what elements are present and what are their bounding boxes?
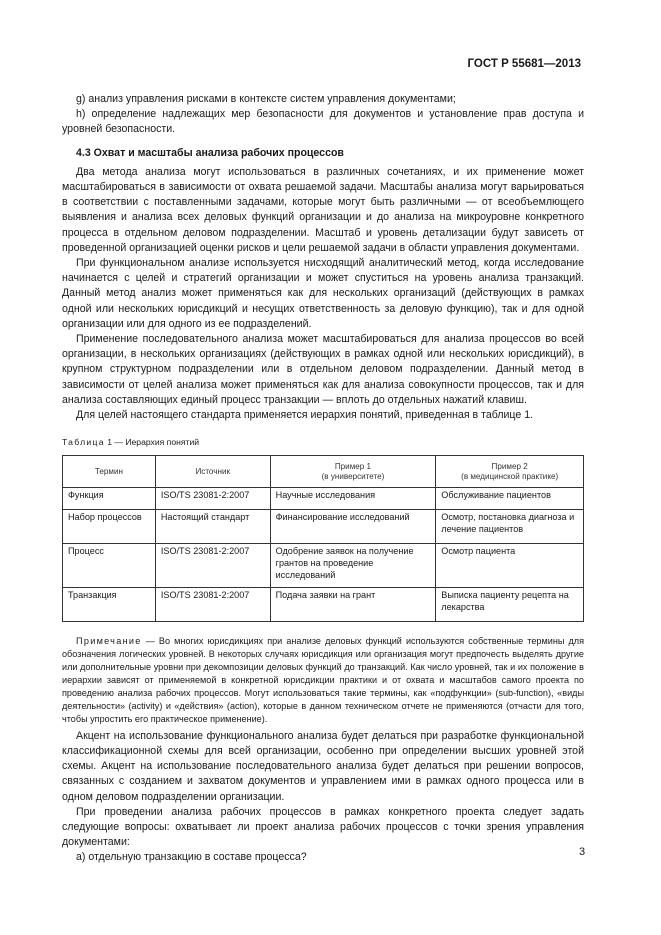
table-cell: Набор процессов (63, 510, 156, 544)
table-cell: Одобрение заявок на получение грантов на проведение исследований (270, 544, 436, 588)
table-cell: Обслуживание пациентов (436, 488, 584, 510)
table-header-row (63, 456, 584, 488)
note-text: — Во многих юрисдикциях при анализе деловых функций используются собственные термины для обозначения логических уровней. В некоторых случаях юрисдикция или организация могут предпочесть выделять другие или дополнительные уровни при декомпозиции деловых функций до транзакций. Как число уровней, так и их положение в иерархии зависят от применяемой в конкретной юрисдикции практики и от охвата и масштабов самого проекта по проведению анализа рабочих процессов. Могут использоваться такие термины, как «подфункции» (sub-function), «виды деятельности» (activity) и «действия» (action), которые в данном техническом отчете не применяются (отчасти для того, чтобы упростить его практическое применение). (62, 636, 584, 724)
table-cell: ISO/TS 23081-2:2007 (155, 544, 270, 588)
paragraph: Для целей настоящего стандарта применяется иерархия понятий, приведенная в таблице 1. (76, 409, 534, 422)
note-label: Примечание (76, 636, 142, 647)
table-cell: Процесс (63, 544, 156, 588)
table-cell: Финансирование исследований (270, 510, 436, 544)
table-cell: Осмотр, постановка диагноза и лечение пациентов (436, 510, 584, 544)
paragraph: При функциональном анализе используется нисходящий аналитический метод, когда исследование начинается с целей и стратегий организации и может спуститься на уровень анализа транзакций. Данный метод анализ может применяться как для нескольких организаций (действующих в рамках одной или нескольких юрисдикций и несущих ответственность за деловую функцию), так и для одной организации или для одного из ее подразделений. (62, 257, 584, 330)
paragraph: Два метода анализа могут использоваться в различных сочетаниях, и их применение может масштабироваться в зависимости от охвата решаемой задачи. Масштабы анализа могут варьироваться в соответствии с поставленными задачами, которые могут быть различными — от всеобъемлющего выявления и анализа всех деловых функций организации и до анализа на микроуровне конкретного процесса в отдельном деловом подразделении. Масштаб и уровень детализации будут зависеть от проведенной организацией оценки рисков и цели решаемой задачи в области управления документами. (62, 165, 584, 254)
table-cell: ISO/TS 23081-2:2007 (155, 488, 270, 510)
section-title: 4.3 Охват и масштабы анализа рабочих процессов (76, 146, 344, 159)
table-row (63, 544, 584, 588)
paragraph: Акцент на использование функционального анализа будет делаться при разработке функциональной классификационной схемы для всей организации, особенно при определении высших уровней этой схемы. Акцент на использование последовательного анализа будет делаться при решении вопросов, связанных с созданием и захватом документов и управлением ими в рамках одного процесса или в одном деловом подразделении организации. (62, 729, 584, 803)
hierarchy-table (62, 455, 584, 622)
header-example-2: Пример 2 (в медицинской практике) (436, 456, 584, 488)
table-caption-prefix: Таблица (62, 437, 105, 448)
table-cell: ISO/TS 23081-2:2007 (155, 588, 270, 622)
table-row (63, 488, 584, 510)
table-cell: Научные исследования (270, 488, 436, 510)
header-example-1: Пример 1 (в университете) (270, 456, 436, 488)
table-cell: Подача заявки на грант (270, 588, 436, 622)
page-content (62, 92, 584, 866)
list-item-g: g) анализ управления рисками в контексте систем управления документами; (76, 93, 456, 105)
table-cell: Настоящий стандарт (155, 510, 270, 544)
list-item-h: h) определение надлежащих мер безопасности для документов и установление прав доступа и уровней безопасности. (62, 108, 584, 136)
table-cell: Транзакция (63, 588, 156, 622)
table-cell: Функция (63, 488, 156, 510)
table-cell: Выписка пациенту рецепта на лекарства (436, 588, 584, 622)
list-item-a: а) отдельную транзакцию в составе процесса? (76, 851, 307, 864)
table-cell: Осмотр пациента (436, 544, 584, 588)
header-term: Термин (63, 456, 156, 488)
table-row (63, 588, 584, 622)
paragraph: Применение последовательного анализа может масштабироваться для анализа процессов во всей организации, в нескольких организациях (действующих в рамках одной или нескольких юрисдикций), в крупном структурном подразделении или в отдельном деловом подразделении. Данный метод в зависимости от целей анализа может применяться как для анализа совокупности процессов, так и для анализа составляющих единый процесс транзакции — вплоть до отдельных нажатий клавиш. (62, 333, 584, 406)
table-caption-text: 1 — Иерархия понятий (107, 437, 200, 448)
table-row (63, 510, 584, 544)
table-caption (62, 435, 584, 450)
table-note (62, 635, 584, 725)
paragraph: При проведении анализа рабочих процессов в рамках конкретного проекта следует задать следующие вопросы: охватывает ли проект анализа рабочих процессов с точки зрения управления документами: (62, 805, 584, 849)
header-source: Источник (155, 456, 270, 488)
page-number: 3 (579, 846, 586, 858)
document-code: ГОСТ Р 55681—2013 (467, 58, 581, 70)
